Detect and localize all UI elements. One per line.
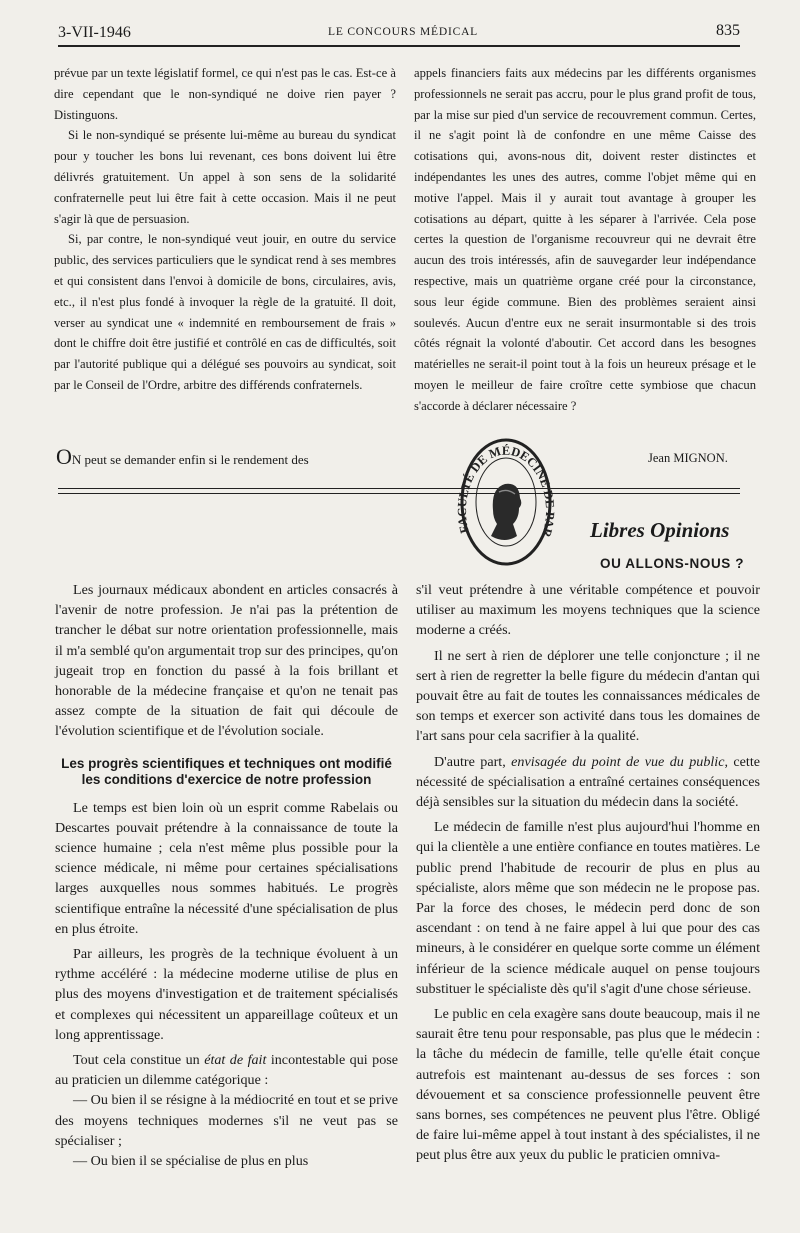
stamp-text: F LTÉ DE MÉDECINE D R xyxy=(457,443,555,539)
paragraph: Si le non-syndiqué se présente lui-même au bureau du syndicat pour y toucher les bons lui revenant, ces bons doivent lui être délivrés gratuitement. Un appel à son sens de la solidarité confraternelle peut lui être fait à cette occasion. Mais il ne peut s'agir là que de persuasion. xyxy=(54,128,396,226)
closing-line-text: N peut se demander enfin si le rendement des xyxy=(71,452,309,467)
separator-rule xyxy=(58,488,740,489)
subheading: Les progrès scientifiques et techniques ont modifié les conditions d'exercice de notre profession xyxy=(61,755,392,787)
section-title: Libres Opinions xyxy=(590,518,730,542)
article-title: OU ALLONS-NOUS ? xyxy=(600,556,745,571)
text-run: incontestable qui pose au praticien un dilemme catégorique : xyxy=(55,1052,398,1089)
paragraph: — Ou bien il se résigne à la médiocrité en tout et se prive des moyens techniques modernes s'il ne veut pas se spécialiser ; xyxy=(55,1092,398,1149)
text-run: Tout cela constitue un xyxy=(73,1052,205,1069)
issue-date: 3-VII-1946 xyxy=(58,24,131,41)
top-right-column xyxy=(414,63,756,417)
paragraph: Les journaux médicaux abondent en articles consacrés à l'avenir de notre profession. Je n'ai pas la prétention de trancher le débat sur notre orientation professionnelle, mais il m'a semblé qu'on argumentait trop sur des principes, qu'on jugeait trop en fonction du passé à la fois brillant et honorable de la médecine française et qu'on ne tenait pas assez compte de la situation de fait qui découle de l'évolution scientifique et de l'évolution sociale. xyxy=(55,582,398,740)
author-signature: Jean MIGNON. xyxy=(648,451,728,465)
paragraph: Le public en cela exagère sans doute beaucoup, mais il ne saurait être tenu pour responsable, pas plus que le médecin : la tâche du médecin de famille, telle qu'elle était conçue autrefois est maintenant au-dessus de ses forces : son dévouement et sa conscience professionnelle peuvent être sans bornes, ses compétences ne peuvent plus l'être. Obligé de faire lui-même appel à tout instant à des spécialistes, il ne peut plus être aux yeux du public le praticien omniva- xyxy=(416,1006,760,1164)
bottom-left-column xyxy=(55,580,398,1171)
emphasis: état de fait xyxy=(204,1052,267,1069)
page-number: 835 xyxy=(716,22,740,39)
closing-line xyxy=(56,444,309,470)
paragraph: prévue par un texte législatif formel, ce qui n'est pas le cas. Est-ce à dire cependant que le non-syndiqué ne doive rien payer ? Distinguons. xyxy=(54,66,396,122)
paragraph: appels financiers faits aux médecins par les différents organismes professionnels ne serait pas accru, pour le plus grand profit de tous, par la mise sur pied d'un service de recouvrement commun. Certes, il ne s'agit point là de confondre en une même Caisse des cotisations qui, avons-nous dit, doivent rester distinctes et indépendantes les unes des autres, comme l'objet même qui en motive l'appel. Mais il y aurait tout avantage à grouper les cotisations au départ, quitte à les séparer à l'arrivée. Cela pose certes la question de l'organisme recouvreur qui ne devrait être aucun des trois intéressés, afin de sauvegarder leur indépendance respective, mais un quatrième organe créé pour la circonstance, sous leur égide commune. Bien des problèmes seraient ainsi soulevés. Aucun d'entre eux ne serait insurmontable si des trois côtés régnait la volonté d'aboutir. Cet accord dans les besognes matérielles ne serait-il point tout à la fois un heureux présage et le moyen le meilleur de faire croître cette symbiose que chacun s'accorde à déclarer nécessaire ? xyxy=(414,66,756,413)
paragraph xyxy=(416,752,760,813)
emphasis: envisagée du point de vue du public xyxy=(511,753,725,770)
paragraph: Le temps est bien loin où un esprit comme Rabelais ou Descartes pouvait prétendre à la connaissance de toute la science humaine ; cela n'est même plus possible pour la science médicale, ni même pour certaines spécialisations larges auxquelles nous sommes habitués. Le progrès scientifique entraîne la nécessité d'une spécialisation de plus en plus étroite. xyxy=(55,799,398,937)
library-stamp xyxy=(457,432,555,572)
running-header xyxy=(58,20,740,44)
paragraph xyxy=(55,1050,398,1090)
paragraph: Par ailleurs, les progrès de la technique évoluent à un rythme accéléré : la médecine moderne utilise de plus en plus des moyens d'investigation et de traitement spécialisés et complexes qui nécessitent un appareillage coûteux et un long apprentissage. xyxy=(55,946,398,1043)
text-run: D'autre part, xyxy=(434,753,512,770)
top-left-column xyxy=(54,63,396,396)
paragraph: Il ne sert à rien de déplorer une telle conjoncture ; il ne sert à rien de regretter la belle figure du médecin d'antan qui pouvait être au fait de toutes les connaissances médicales de son temps et exercer son activité dans tous les domaines de l'art sans pour cela sacrifier à la qualité. xyxy=(416,647,760,745)
paragraph: — Ou bien il se spécialise de plus en plus xyxy=(73,1153,309,1170)
paragraph: Si, par contre, le non-syndiqué veut jouir, en outre du service public, des services particuliers que le syndicat rend à ses membres et qui consistent dans l'envoi à domicile de bons, circulaires, avis, etc., il n'est plus fondé à invoquer la règle de la gratuité. Il doit, verser au syndicat une « indemnité en remboursement de frais » dont le chiffre doit être justifié et contrôlé en cas de difficultés, soit par l'autorité publique qui a délégué ses pouvoirs au syndicat, soit par le Conseil de l'Ordre, arbitre des différends confraternels. xyxy=(54,232,396,392)
stamp-seal-icon xyxy=(457,432,555,572)
paragraph: Le médecin de famille n'est plus aujourd'hui l'homme en qui la clientèle a une entière confiance en toutes matières. Le public prend l'habitude de recourir de plus en plus au spécialiste, alors même que son médecin ne le propose pas. Par la force des choses, le médecin perd donc de son ascendant : on tend à ne faire appel à lui que pour des cas mineurs, à le considérer en quelque sorte comme un élément inférieur de la science médicale auquel on pense toujours substituer le spécialiste dès qu'il s'agit d'une chose sérieuse. xyxy=(416,819,760,997)
bottom-right-column xyxy=(416,580,760,1166)
header-rule xyxy=(58,45,740,47)
paragraph: s'il veut prétendre à une véritable compétence et pouvoir utiliser au maximum les moyens techniques que la science moderne a créés. xyxy=(416,582,760,639)
journal-name: LE CONCOURS MÉDICAL xyxy=(328,26,479,38)
initial-letter: O xyxy=(56,444,72,469)
separator-rule xyxy=(58,493,740,494)
text-run: , cette nécessité de spécialisation a entraîné certaines conséquences déjà sensibles sur la situation du médecin dans la société. xyxy=(416,753,760,811)
